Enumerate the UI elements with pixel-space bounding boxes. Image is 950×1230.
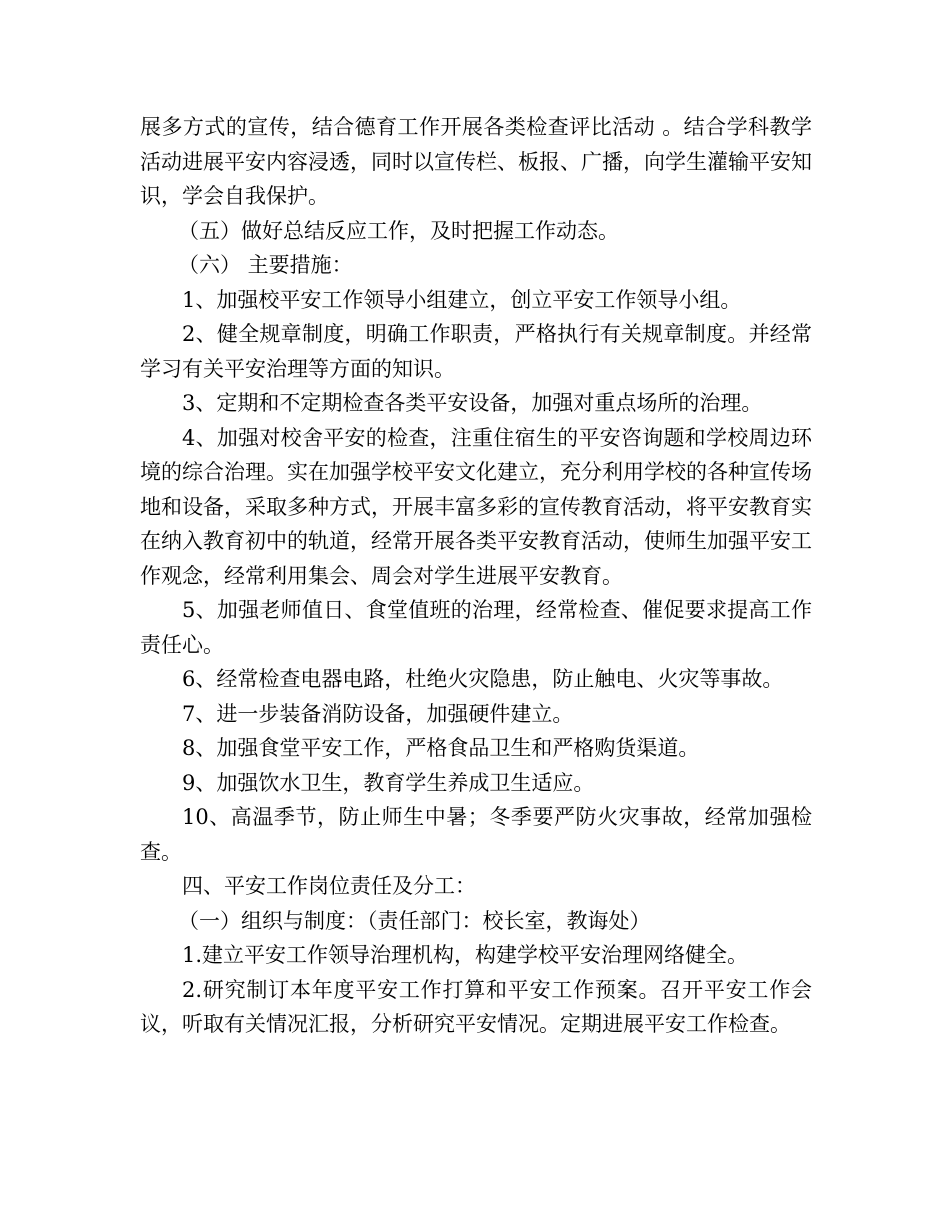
paragraph-subsection-one: （一）组织与制度：（责任部门：校长室，教诲处） — [178, 908, 651, 933]
paragraph-section-four-heading: 四、平安工作岗位责任及分工： — [182, 874, 476, 898]
paragraph-measure-10: 10、高温季节，防止师生中暑；冬季要严防火灾事故，经常加强检查。 — [140, 805, 812, 864]
paragraph-measure-3: 3、定期和不定期检查各类平安设备，加强对重点场所的治理。 — [182, 391, 763, 415]
paragraph-item-2: 2.研究制订本年度平安工作打算和平安工作预案。召开平安工作会议，听取有关情况汇报，分析研究平安情况。定期进展平安工作检查。 — [140, 977, 812, 1036]
document-body — [140, 110, 812, 1042]
paragraph-measure-4: 4、加强对校舍平安的检查，注重住宿生的平安咨询题和学校周边环境的综合治理。实在加强学校平安文化建立，充分利用学校的各种宣传场地和设备，采取多种方式，开展丰富多彩的宣传教育活动，将平安教育实在纳入教育初中的轨道，经常开展各类平安教育活动，使师生加强平安工作观念，经常利用集会、周会对学生进展平安教育。 — [140, 425, 812, 588]
paragraph-measure-8: 8、加强食堂平安工作，严格食品卫生和严格购货渠道。 — [182, 736, 700, 760]
paragraph-measure-5: 5、加强老师值日、食堂值班的治理，经常检查、催促要求提高工作责任心。 — [140, 598, 812, 657]
paragraph-section-five: （五）做好总结反应工作，及时把握工作动态。 — [178, 218, 619, 243]
paragraph-measure-2: 2、健全规章制度，明确工作职责，严格执行有关规章制度。并经常学习有关平安治理等方面的知识。 — [140, 322, 812, 381]
paragraph-section-six-heading: （六） 主要措施： — [178, 253, 353, 277]
paragraph-publicity-continued: 展多方式的宣传，结合德育工作开展各类检查评比活动 。结合学科教学活动进展平安内容浸透，同时以宣传栏、板报、广播，向学生灌输平安知识，学会自我保护。 — [140, 115, 812, 208]
paragraph-measure-1: 1、加强校平安工作领导小组建立，创立平安工作领导小组。 — [182, 287, 742, 312]
paragraph-measure-7: 7、进一步装备消防设备，加强硬件建立。 — [182, 701, 574, 726]
paragraph-measure-9: 9、加强饮水卫生，教育学生养成卫生适应。 — [182, 770, 595, 795]
paragraph-measure-6: 6、经常检查电器电路，杜绝火灾隐患，防止触电、火灾等事故。 — [182, 667, 784, 691]
paragraph-item-1: 1.建立平安工作领导治理机构，构建学校平安治理网络健全。 — [182, 943, 749, 967]
